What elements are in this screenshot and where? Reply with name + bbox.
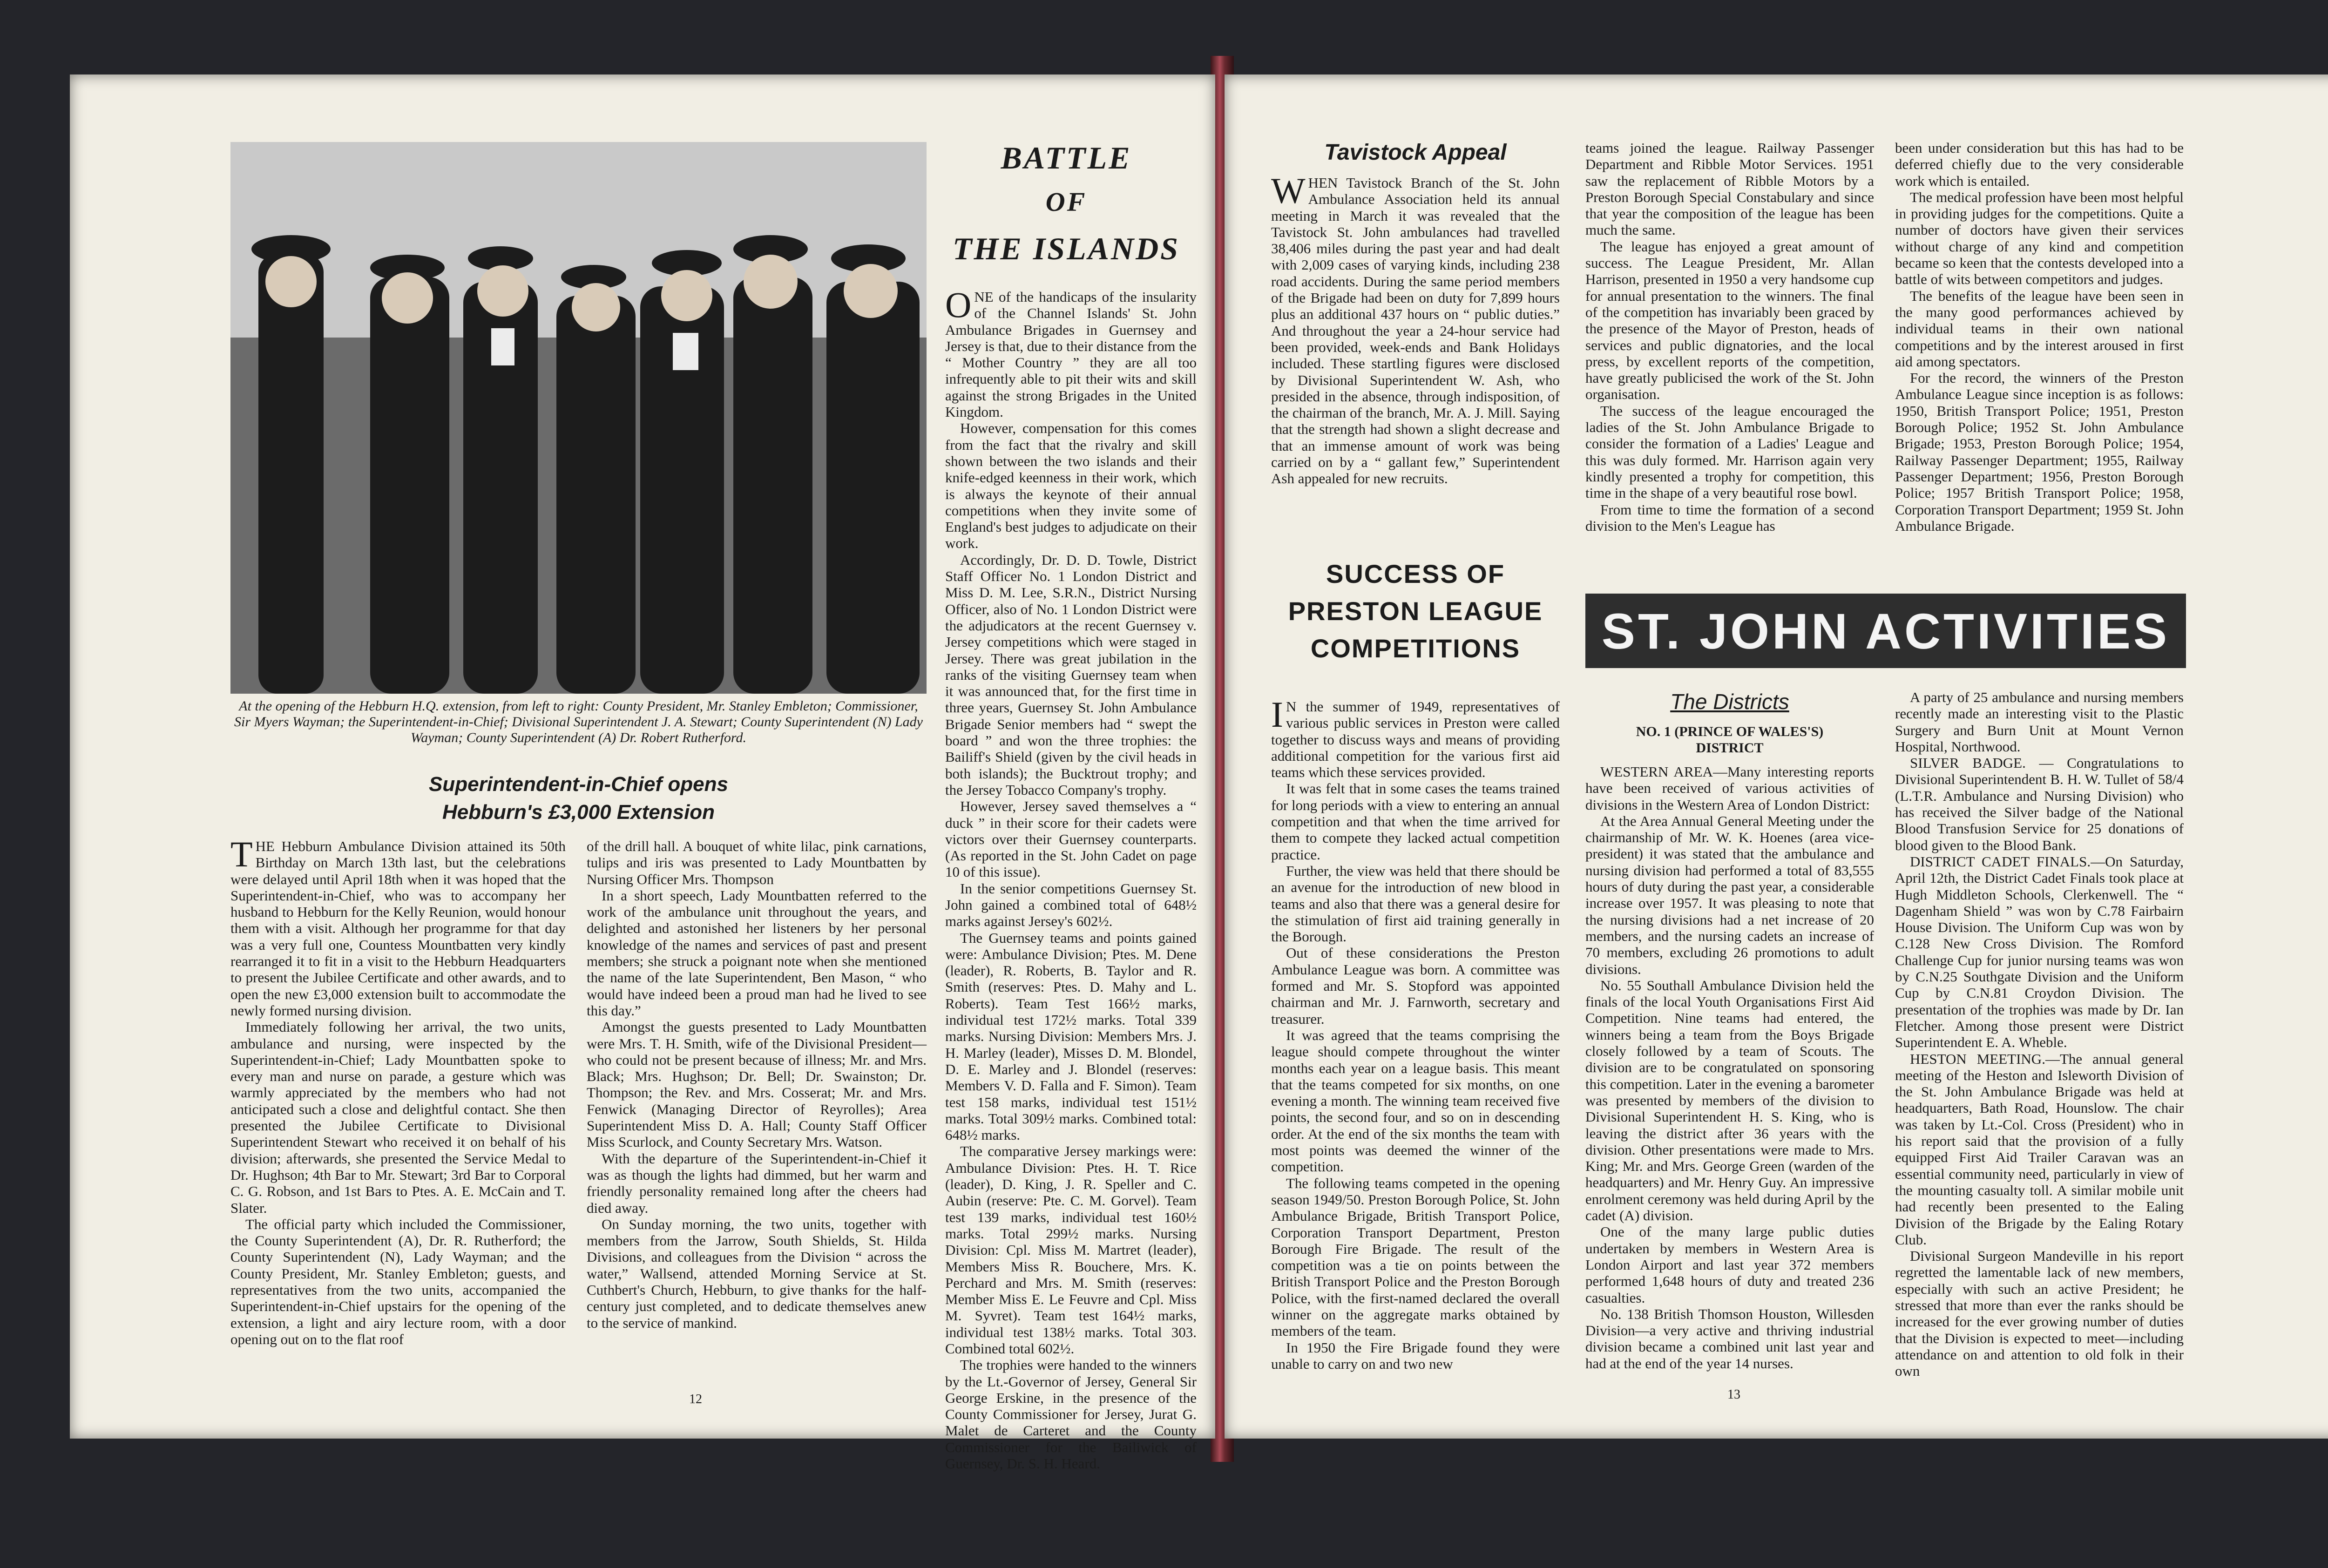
preston-paragraph: been under consideration but this has had to be deferred chiefly due to the very considerable work which is entailed. <box>1895 140 2184 189</box>
preston-title-line-3: COMPETITIONS <box>1310 634 1521 663</box>
districts-paragraph: SILVER BADGE. — Congratulations to Divisional Superintendent B. H. W. Tullet of 58/4 (L.T.R. Ambulance and Nursing Division) who has received the Silver badge of the National Blood Transfusion Service for 25 donations of blood given to the Blood Bank. <box>1895 755 2184 853</box>
preston-column-2 <box>1585 140 1874 534</box>
preston-paragraph: teams joined the league. Railway Passenger Department and Ribble Motor Services. 1951 saw the replacement of Ribble Motors by a Preston Borough Special Constabulary and since that year the composition of the league has been much the same. <box>1585 140 1874 238</box>
tavistock-paragraph: WHEN Tavistock Branch of the St. John Ambulance Association held its annual meeting in March it was revealed that the Tavistock St. John ambulances had travelled 38,406 miles during the past year and had dealt with 2,009 cases of varying kinds, including 238 road accidents. During the same period members of the Brigade had been on duty for 7,899 hours plus an additional 437 hours on “ public duties.” And throughout the year a 24-hour service had been provided, week-ends and Bank Holidays included. These startling figures were disclosed by Divisional Superintendent W. Ash, who presided in the absence, through indisposition, of the chairman of the branch, Mr. A. J. Mill. Saying that the strength had shown a slight decrease and that an immense amount of work was being carried on by a “ gallant few,” Superintendent Ash appealed for new recruits. <box>1271 170 1560 487</box>
preston-paragraph: The medical profession have been most helpful in providing judges for the competitions. Quite a number of doctors have given their services without charge of any kind and competition became so keen that the contests developed into a battle of wits between competitors and judges. <box>1895 189 2184 288</box>
st-john-activities-banner: ST. JOHN ACTIVITIES <box>1585 594 2186 668</box>
preston-title-line-2: PRESTON LEAGUE <box>1288 596 1543 626</box>
page-number-left: 12 <box>689 1392 702 1406</box>
hebburn-paragraph: of the drill hall. A bouquet of white lilac, pink carnations, tulips and iris was presented to Lady Mountbatten by Nursing Officer Mrs. Thompson <box>587 838 927 887</box>
preston-paragraph: The benefits of the league have been seen in the many good performances achieved by individual teams in their own national competitions and by the interest aroused in first aid among spectators. <box>1895 287 2184 370</box>
districts-paragraph: WESTERN AREA—Many interesting reports have been received of various activities of divisions in the Western Area of London District: <box>1585 764 1874 813</box>
preston-title-line-1: SUCCESS OF <box>1326 559 1505 588</box>
battle-paragraph: Accordingly, Dr. D. D. Towle, District Staff Officer No. 1 London District and Miss D. M. Lee, S.R.N., District Nursing Officer, also of No. 1 London District were the adjudicators at the recent Guernsey v. Jersey competitions which were staged in Jersey. There was great jubilation in the ranks of the visiting Guernsey team when it was announced that, for the first time in three years, Guernsey St. John Ambulance Brigade Senior members had “ swept the board ” and won the three trophies: the Bailiff's Shield (given by the civil heads in both islands); the Bucktrout trophy; and the Jersey Tobacco Company's trophy. <box>945 551 1197 798</box>
preston-paragraph: In 1950 the Fire Brigade found they were unable to carry on and two new <box>1271 1339 1560 1372</box>
preston-paragraph: The following teams competed in the opening season 1949/50. Preston Borough Police, St. John Ambulance Brigade, British Transport Police, Corporation Transport Department, Preston Borough Fire Brigade. The result of the competition was a tie on points between the British Transport Police and the Preston Borough Police, with the first-named declared the overall winner on the aggregate marks obtained by members of the team. <box>1271 1175 1560 1339</box>
battle-paragraph: The Guernsey teams and points gained were: Ambulance Division; Ptes. M. Dene (leader), R. Roberts, B. Taylor and R. Smith (reserves: Ptes. D. Mahy and L. Roberts). Team Test 166½ marks, individual test 172½ marks. Total 339 marks. Nursing Division: Members Mrs. J. H. Marley (leader), Misses D. M. Blondel, D. E. Marley and J. Blondel (reserves: Members V. D. Falla and F. Simon). Team test 158 marks, individual test 151½ marks. Total 309½ marks. Combined total: 648½ marks. <box>945 929 1197 1143</box>
hebburn-paragraph: The official party which included the Commissioner, the County Superintendent (A), Dr. R. Rutherford; the County Superintendent (N), Lady Wayman; and the County President, Mr. Stanley Embleton; guests, and representatives from the two units, accompanied the Superintendent-in-Chief upstairs for the opening of the extension, a light and airy lecture room, with a door opening out on to the flat roof <box>230 1216 566 1347</box>
preston-paragraph: For the record, the winners of the Preston Ambulance League since inception is as follows: 1950, British Transport Police; 1951, Preston Borough Police; 1952 St. John Ambulance Brigade; 1953, Preston Borough Police; 1954, Railway Passenger Department; 1955, Railway Passenger Department; 1956, Preston Borough Police; 1957 British Transport Police; 1958, Corporation Transport Department; 1959 St. John Ambulance Brigade. <box>1895 370 2184 534</box>
preston-paragraph: The success of the league encouraged the ladies of the St. John Ambulance Brigade to consider the formation of a Ladies' League and this was duly formed. Mr. Harrison again very kindly presented a trophy for competition, this time in the shape of a very beautiful rose bowl. <box>1585 402 1874 501</box>
hebburn-paragraph: On Sunday morning, the two units, together with members from the Jarrow, South Shields, St. Hilda Divisions, and colleagues from the Division “ across the water,” Wallsend, attended Morning Service at St. Cuthbert's Church, Hebburn, to give thanks for the half-century just completed, and to dedicate themselves anew to the service of mankind. <box>587 1216 927 1331</box>
hebburn-paragraph: Immediately following her arrival, the two units, ambulance and nursing, were inspected by the Superintendent-in-Chief; Lady Mountbatten spoke to every man and nurse on parade, a gesture which was warmly appreciated by the members who had not anticipated such a close and delightful contact. She then presented the Jubilee Certificate to Divisional Superintendent Stewart who received it on behalf of his division; afterwards, she presented the Service Medal to Dr. Hughson; 4th Bar to Mr. Stewart; 3rd Bar to Corporal C. G. Robson, and 1st Bars to Ptes. A. E. McCain and T. Slater. <box>230 1019 566 1216</box>
preston-paragraph: It was felt that in some cases the teams trained for long periods with a view to entering an annual competition and that when the time arrived for them to compete they lacked actual competition practice. <box>1271 780 1560 863</box>
battle-title-line-3: THE ISLANDS <box>953 231 1180 266</box>
tavistock-title: Tavistock Appeal <box>1324 140 1507 165</box>
districts-paragraph: At the Area Annual General Meeting under the chairmanship of Mr. W. K. Hoenes (area vice-president) it was stated that the ambulance and nursing division had performed a total of 83,555 hours of duty during the past year, a considerable increase over 1957. It was pleasing to note that the nursing divisions had a net increase of 20 members, and the nursing cadets an increase of 70 members, excluding 26 promotions to adult divisions. <box>1585 812 1874 977</box>
districts-paragraph: HESTON MEETING.—The annual general meeting of the Heston and Isleworth Division of the St. John Ambulance Brigade was held at headquarters, Bath Road, Hounslow. The chair was taken by Lt.-Col. Cross (President) who in his report said that the provision of a fully equipped First Aid Trailer Caravan was an essential community need, particularly in view of the mounting casualty toll. A similar mobile unit had recently been presented to the Ealing Division of the Brigade by the Ealing Rotary Club. <box>1895 1050 2184 1248</box>
battle-title-line-1: BATTLE <box>1001 140 1132 176</box>
photo-caption: At the opening of the Hebburn H.Q. extension, from left to right: County President, Mr. Stanley Embleton; Commissioner, Sir Myers Wayman; the Superintendent-in-Chief; Divisional Superintendent J. A. Stewart; County Superintendent (N) Lady Wayman; County Superintendent (A) Dr. Robert Rutherford. <box>234 698 923 745</box>
hebburn-column-1 <box>230 834 566 1347</box>
battle-title-line-2: OF <box>1045 187 1087 217</box>
right-page <box>1225 74 2328 1439</box>
preston-paragraph: The league has enjoyed a great amount of success. The League President, Mr. Allan Harrison, presented in 1950 a very handsome cup for annual presentation to the winners. The final of the competition has invariably been graced by the presence of the Mayor of Preston, heads of services and public dignatories, and the local press, by excellent reports of the competition, have greatly publicised the work of the St. John organisation. <box>1585 238 1874 403</box>
districts-column-1 <box>1585 764 1874 1372</box>
preston-paragraph: Out of these considerations the Preston Ambulance League was born. A committee was formed and Mr. S. Stopford was appointed chairman and Mr. J. Farnworth, secretary and treasurer. <box>1271 945 1560 1027</box>
left-page <box>70 74 1215 1472</box>
districts-title: The Districts <box>1670 689 1789 714</box>
hebburn-paragraph: With the departure of the Superintendent-in-Chief it was as though the lights had dimmed, but her warm and friendly personality remained long after the cheers had died away. <box>587 1150 927 1216</box>
preston-paragraph: From time to time the formation of a second division to the Men's League has <box>1585 501 1874 534</box>
battle-paragraph: In the senior competitions Guernsey St. John gained a combined total of 648½ marks against Jersey's 602½. <box>945 880 1197 930</box>
hebburn-paragraph: THE Hebburn Ambulance Division attained its 50th Birthday on March 13th last, but the celebrations were delayed until April 18th when it was hoped that the Superintendent-in-Chief, who was to accompany her husband to Hebburn for the Kelly Reunion, would honour them with a visit. Although her programme for that day was a very full one, Countess Mountbatten very kindly rearranged it to fit in a visit to the Hebburn Headquarters to present the Jubilee Certificate and other awards, and to open the new £3,000 extension built to accommodate the newly formed nursing division. <box>230 834 566 1019</box>
battle-paragraph: However, Jersey saved themselves a “ duck ” in their score for their cadets were victors over their Guernsey counterparts. (As reported in the St. John Cadet on page 10 of this issue). <box>945 798 1197 880</box>
districts-paragraph: No. 138 British Thomson Houston, Willesden Division—a very active and thriving industrial division became a combined unit last year and had at the end of the year 14 nurses. <box>1585 1305 1874 1372</box>
hebburn-column-2 <box>587 838 927 1331</box>
preston-column-3 <box>1895 140 2184 534</box>
districts-paragraph: A party of 25 ambulance and nursing members recently made an interesting visit to the Plastic Surgery and Burn Unit at Mount Vernon Hospital, Northwood. <box>1895 689 2184 755</box>
districts-paragraph: No. 55 Southall Ambulance Division held the finals of the local Youth Organisations First Aid Competition. Nine teams had entered, the winners being a team from the Boys Brigade closely followed by a team of Scouts. The division are to be congratulated on sponsoring this competition. Later in the evening a barometer was presented by members of the division to Divisional Superintendent H. S. King, who is leaving the district after 36 years with the division. Other presentations were made to Mrs. King; Mr. and Mrs. George Green (warden of the headquarters) and Mr. Henry Guy. An impressive enrolment ceremony was held during April by the cadet (A) division. <box>1585 977 1874 1224</box>
preston-column-1 <box>1271 694 1560 1372</box>
preston-paragraph: It was agreed that the teams comprising the league should compete throughout the winter months each year on a league basis. This meant that the teams competed for six months, on one evening a month. The winning team received five points, the second four, and so on in descending order. At the end of the six months the team with most points was deemed the winner of the competition. <box>1271 1027 1560 1175</box>
group-photo-drawing <box>230 142 927 694</box>
district-heading-line-2: DISTRICT <box>1696 740 1764 756</box>
battle-paragraph: ONE of the handicaps of the insularity of the Channel Islands' St. John Ambulance Brigades in Guernsey and Jersey is that, due to their distance from the “ Mother Country ” they are all too infrequently able to pit their wits and skill against the strong Brigades in the United Kingdom. <box>945 284 1197 420</box>
hebburn-title-line-2: Hebburn's £3,000 Extension <box>442 801 715 824</box>
districts-paragraph: DISTRICT CADET FINALS.—On Saturday, April 12th, the District Cadet Finals took place at Hugh Middleton Schools, Clerkenwell. The “ Dagenham Shield ” was won by C.78 Fairbairn House Division. The Uniform Cup was won by C.128 New Cross Division. The Romford Challenge Cup for junior nursing teams was won by C.N.25 Southgate Division and the Uniform Cup by C.N.81 Croydon Division. The presentation of the trophies was made by Dr. Ian Fletcher. Among those present were District Superintendent E. A. Wheble. <box>1895 853 2184 1051</box>
battle-column <box>945 284 1197 1472</box>
battle-paragraph: However, compensation for this comes from the fact that the rivalry and skill shown between the two islands and their knife-edged keenness in their work, which is always the keynote of their annual competitions when they invite some of England's best judges to adjudicate on their work. <box>945 420 1197 552</box>
districts-column-2 <box>1895 689 2184 1379</box>
district-heading-line-1: NO. 1 (PRINCE OF WALES'S) <box>1636 724 1824 739</box>
preston-paragraph: Further, the view was held that there should be an avenue for the introduction of new blood in teams and also that there was a general desire for the stimulation of first aid training generally in the Borough. <box>1271 862 1560 945</box>
preston-paragraph: IN the summer of 1949, representatives of various public services in Preston were called together to discuss ways and means of providing additional competition for the various first aid teams which these services provided. <box>1271 694 1560 781</box>
hebburn-paragraph: Amongst the guests presented to Lady Mountbatten were Mrs. T. H. Smith, wife of the Divisional President—who could not be present because of illness; Mr. and Mrs. Black; Mrs. Hughson; Dr. Bell; Dr. Swainston; Dr. Thompson; the Rev. and Mrs. Cosserat; Mr. and Mrs. Fenwick (Managing Director of Reyrolles); Area Superintendent Miss D. A. Hall; County Staff Officer Miss Scurlock, and County Secretary Mrs. Watson. <box>587 1019 927 1150</box>
page-number-right: 13 <box>1727 1387 1740 1402</box>
battle-paragraph: The trophies were handed to the winners by the Lt.-Governor of Jersey, General Sir George Erskine, in the presence of the County Commissioner for Jersey, Jurat G. Malet de Carteret and the County Commissioner for the Bailiwick of Guernsey, Dr. S. H. Heard. <box>945 1357 1197 1472</box>
group-photo <box>230 142 927 694</box>
tavistock-column <box>1271 170 1560 487</box>
hebburn-paragraph: In a short speech, Lady Mountbatten referred to the work of the ambulance unit throughout the years, and delighted and astonished her listeners by her personal knowledge of the names and services of past and present members; she struck a poignant note when she mentioned the name of the late Superintendent, Ben Mason, “ who would have indeed been a proud man had he lived to see this day.” <box>587 887 927 1019</box>
districts-paragraph: One of the many large public duties undertaken by members in Western Area is London Airport and last year 372 members performed 1,648 hours of duty and treated 236 casualties. <box>1585 1223 1874 1306</box>
hebburn-title-line-1: Superintendent-in-Chief opens <box>429 773 728 796</box>
battle-paragraph: The comparative Jersey markings were: Ambulance Division: Ptes. H. T. Rice (leader), D. King, J. R. Speller and C. Aubin (reserve: Pte. C. M. Gorvel). Team test 139 marks, individual test 160½ marks. Total 299½ marks. Nursing Division: Cpl. Miss M. Martret (leader), Members Miss R. Bouchere, Mrs. K. Perchard and Mrs. M. Smith (reserves: Member Miss E. Le Feuvre and Cpl. Miss M. Syvret). Team test 164½ marks, individual test 138½ marks. Total 303. Combined total 602½. <box>945 1143 1197 1357</box>
districts-paragraph: Divisional Surgeon Mandeville in his report regretted the lamentable lack of new members, especially with such an active President; he stressed that more than ever the ranks should be increased for the ever growing number of duties that the Division is expected to meet—including attendance on and attention to old folk in their own <box>1895 1248 2184 1379</box>
